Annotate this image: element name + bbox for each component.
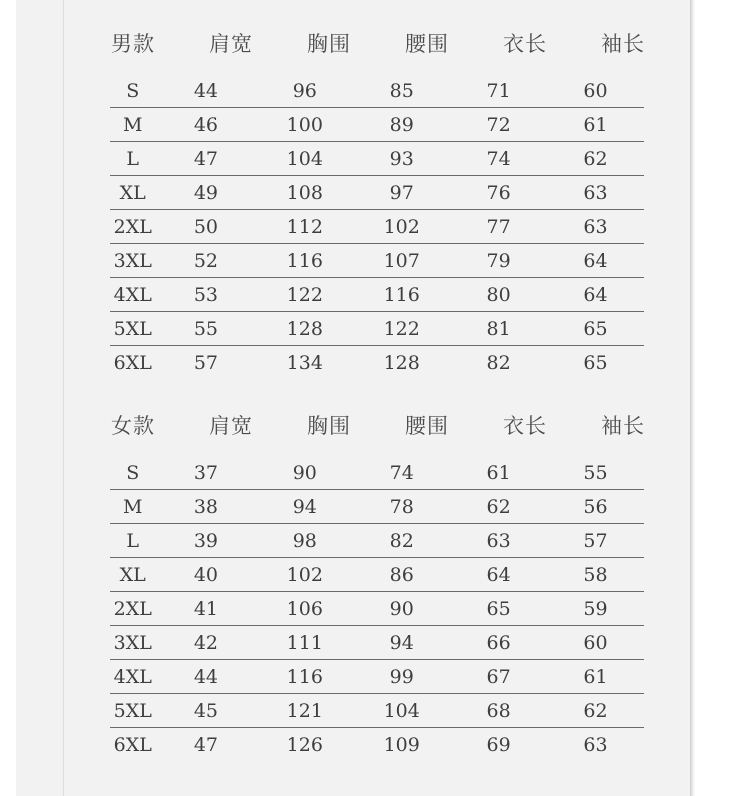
measurement-cell: 41 <box>193 597 218 620</box>
size-label: 3XL <box>113 631 152 654</box>
measurement-cell: 74 <box>389 461 414 484</box>
size-label: XL <box>119 181 146 204</box>
measurement-cell: 99 <box>389 665 414 688</box>
size-label: 4XL <box>113 665 152 688</box>
measurement-cell: 106 <box>286 597 323 620</box>
measurement-cell: 97 <box>389 181 414 204</box>
measurement-cell: 77 <box>486 215 511 238</box>
table-body <box>84 456 674 761</box>
table-row <box>110 558 644 592</box>
women-size-table <box>84 406 674 761</box>
size-label: L <box>126 147 140 170</box>
table-row <box>110 524 644 558</box>
measurement-cell: 57 <box>583 529 608 552</box>
measurement-cell: 61 <box>583 665 608 688</box>
measurement-cell: 82 <box>486 351 511 374</box>
measurement-cell: 62 <box>583 699 608 722</box>
table-row <box>110 592 644 626</box>
measurement-cell: 116 <box>286 249 323 272</box>
measurement-cell: 122 <box>383 317 420 340</box>
column-header: 袖长 <box>601 32 645 56</box>
measurement-cell: 63 <box>583 215 608 238</box>
measurement-cell: 40 <box>193 563 218 586</box>
table-title: 女款 <box>111 414 155 438</box>
column-header: 胸围 <box>307 32 351 56</box>
measurement-cell: 104 <box>286 147 323 170</box>
measurement-cell: 52 <box>193 249 218 272</box>
measurement-cell: 65 <box>486 597 511 620</box>
measurement-cell: 49 <box>193 181 218 204</box>
column-header: 袖长 <box>601 414 645 438</box>
measurement-cell: 63 <box>583 181 608 204</box>
size-label: XL <box>119 563 146 586</box>
measurement-cell: 66 <box>486 631 511 654</box>
table-row <box>110 244 644 278</box>
column-header: 衣长 <box>503 32 547 56</box>
measurement-cell: 102 <box>383 215 420 238</box>
measurement-cell: 102 <box>286 563 323 586</box>
table-row <box>110 346 644 379</box>
measurement-cell: 60 <box>583 79 608 102</box>
measurement-cell: 47 <box>193 147 218 170</box>
table-row <box>110 728 644 761</box>
measurement-cell: 64 <box>583 283 608 306</box>
measurement-cell: 82 <box>389 529 414 552</box>
measurement-cell: 96 <box>292 79 317 102</box>
table-row <box>110 278 644 312</box>
measurement-cell: 79 <box>486 249 511 272</box>
measurement-cell: 59 <box>583 597 608 620</box>
column-header: 衣长 <box>503 414 547 438</box>
measurement-cell: 50 <box>193 215 218 238</box>
table-title: 男款 <box>111 32 155 56</box>
measurement-cell: 63 <box>583 733 608 756</box>
table-row <box>110 176 644 210</box>
measurement-cell: 60 <box>583 631 608 654</box>
size-label: 6XL <box>113 733 152 756</box>
size-label: 3XL <box>113 249 152 272</box>
table-row <box>110 108 644 142</box>
table-row <box>110 312 644 346</box>
measurement-cell: 42 <box>193 631 218 654</box>
measurement-cell: 62 <box>486 495 511 518</box>
measurement-cell: 81 <box>486 317 511 340</box>
measurement-cell: 64 <box>486 563 511 586</box>
measurement-cell: 93 <box>389 147 414 170</box>
measurement-cell: 67 <box>486 665 511 688</box>
measurement-cell: 72 <box>486 113 511 136</box>
measurement-cell: 90 <box>292 461 317 484</box>
table-header-row <box>84 406 674 444</box>
measurement-cell: 56 <box>583 495 608 518</box>
measurement-cell: 116 <box>286 665 323 688</box>
size-label: L <box>126 529 140 552</box>
measurement-cell: 116 <box>383 283 420 306</box>
size-label: 5XL <box>113 699 152 722</box>
table-row <box>110 626 644 660</box>
table-row <box>110 210 644 244</box>
column-header: 胸围 <box>307 414 351 438</box>
size-label: 4XL <box>113 283 152 306</box>
measurement-cell: 47 <box>193 733 218 756</box>
measurement-cell: 90 <box>389 597 414 620</box>
men-size-table <box>84 24 674 379</box>
column-header: 腰围 <box>405 414 449 438</box>
measurement-cell: 128 <box>383 351 420 374</box>
measurement-cell: 68 <box>486 699 511 722</box>
measurement-cell: 53 <box>193 283 218 306</box>
size-label: 6XL <box>113 351 152 374</box>
measurement-cell: 64 <box>583 249 608 272</box>
table-body <box>84 74 674 379</box>
measurement-cell: 46 <box>193 113 218 136</box>
measurement-cell: 58 <box>583 563 608 586</box>
measurement-cell: 76 <box>486 181 511 204</box>
measurement-cell: 112 <box>286 215 323 238</box>
measurement-cell: 128 <box>286 317 323 340</box>
size-label: 5XL <box>113 317 152 340</box>
measurement-cell: 94 <box>389 631 414 654</box>
measurement-cell: 121 <box>286 699 323 722</box>
size-label: 2XL <box>113 215 152 238</box>
measurement-cell: 85 <box>389 79 414 102</box>
table-row <box>110 490 644 524</box>
measurement-cell: 126 <box>286 733 323 756</box>
measurement-cell: 98 <box>292 529 317 552</box>
measurement-cell: 94 <box>292 495 317 518</box>
table-row <box>110 74 644 108</box>
table-row <box>110 660 644 694</box>
size-label: M <box>123 495 143 518</box>
measurement-cell: 134 <box>286 351 323 374</box>
measurement-cell: 109 <box>383 733 420 756</box>
measurement-cell: 108 <box>286 181 323 204</box>
measurement-cell: 100 <box>286 113 323 136</box>
measurement-cell: 44 <box>193 665 218 688</box>
measurement-cell: 65 <box>583 317 608 340</box>
measurement-cell: 69 <box>486 733 511 756</box>
measurement-cell: 86 <box>389 563 414 586</box>
measurement-cell: 45 <box>193 699 218 722</box>
size-label: S <box>126 79 140 102</box>
measurement-cell: 80 <box>486 283 511 306</box>
measurement-cell: 74 <box>486 147 511 170</box>
measurement-cell: 61 <box>583 113 608 136</box>
measurement-cell: 78 <box>389 495 414 518</box>
size-label: S <box>126 461 140 484</box>
measurement-cell: 62 <box>583 147 608 170</box>
measurement-cell: 71 <box>486 79 511 102</box>
measurement-cell: 111 <box>286 631 323 654</box>
measurement-cell: 44 <box>193 79 218 102</box>
measurement-cell: 55 <box>583 461 608 484</box>
table-row <box>110 142 644 176</box>
table-row <box>110 694 644 728</box>
column-header: 肩宽 <box>209 32 253 56</box>
measurement-cell: 122 <box>286 283 323 306</box>
column-header: 肩宽 <box>209 414 253 438</box>
measurement-cell: 55 <box>193 317 218 340</box>
size-label: M <box>123 113 143 136</box>
panel-shadow <box>691 0 695 796</box>
measurement-cell: 89 <box>389 113 414 136</box>
size-label: 2XL <box>113 597 152 620</box>
column-header: 腰围 <box>405 32 449 56</box>
table-header-row <box>84 24 674 62</box>
measurement-cell: 63 <box>486 529 511 552</box>
measurement-cell: 38 <box>193 495 218 518</box>
measurement-cell: 37 <box>193 461 218 484</box>
measurement-cell: 107 <box>383 249 420 272</box>
measurement-cell: 57 <box>193 351 218 374</box>
measurement-cell: 61 <box>486 461 511 484</box>
measurement-cell: 39 <box>193 529 218 552</box>
measurement-cell: 65 <box>583 351 608 374</box>
measurement-cell: 104 <box>383 699 420 722</box>
table-row <box>110 456 644 490</box>
